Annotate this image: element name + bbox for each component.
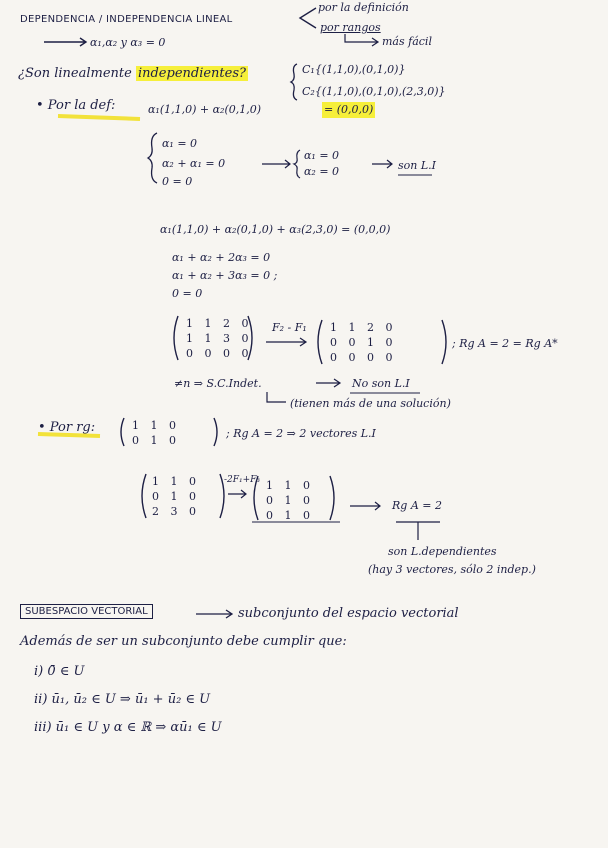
rank-matrix bbox=[132, 420, 180, 446]
page-title: DEPENDENCIA / INDEPENDENCIA LINEAL bbox=[20, 14, 233, 25]
question-text bbox=[18, 66, 248, 82]
more-solutions-text: (tienen más de una solución) bbox=[290, 397, 451, 410]
system-line-1: α₁ = 0 bbox=[162, 137, 198, 150]
system-solution-1: α₁ = 0 bbox=[304, 149, 340, 162]
dependent-text: son L.dependientes bbox=[388, 545, 497, 558]
matrix-b-row: 1 1 0 bbox=[266, 479, 314, 492]
matrix-1-row: 1 1 2 0 bbox=[186, 317, 253, 330]
set-c1: C₁{(1,1,0),(0,1,0)} bbox=[302, 63, 406, 76]
subspace-condition-1: i) 0̄ ∈ U bbox=[34, 664, 85, 679]
eq2-line-2: α₁ + α₂ + 3α₃ = 0 ; bbox=[172, 269, 278, 282]
def-result: = (0,0,0) bbox=[324, 103, 374, 116]
system-line-3: 0 = 0 bbox=[162, 175, 193, 188]
matrix-2-row: 0 0 1 0 bbox=[330, 336, 397, 349]
matrix-a bbox=[152, 476, 200, 517]
system-line-2: α₂ + α₁ = 0 bbox=[162, 157, 226, 170]
rank-result: Rg A = 2 bbox=[392, 499, 442, 512]
system-solution-2: α₂ = 0 bbox=[304, 165, 340, 178]
matrix-b-row: 0 1 0 bbox=[266, 494, 314, 507]
matrix-1 bbox=[186, 318, 252, 359]
dependent-note: (hay 3 vectores, sólo 2 indep.) bbox=[368, 563, 536, 576]
matrix-b bbox=[266, 480, 314, 521]
matrix-a-row: 2 3 0 bbox=[152, 505, 200, 518]
subspace-box: SUBESPACIO VECTORIAL bbox=[20, 604, 153, 619]
rank-text: ; Rg A = 2 ⇒ 2 vectores L.I bbox=[226, 427, 376, 440]
matrix-1-row: 1 1 3 0 bbox=[186, 332, 253, 345]
rank-row-op: -2F₁+F₃ bbox=[224, 475, 261, 485]
subspace-condition-3: iii) ū₁ ∈ U y α ∈ ℝ ⇒ αū₁ ∈ U bbox=[34, 720, 222, 735]
set-c2: C₂{(1,1,0),(0,1,0),(2,3,0)} bbox=[302, 85, 446, 98]
matrix-2-row: 0 0 0 0 bbox=[330, 351, 397, 364]
eq2-line-1: α₁ + α₂ + 2α₃ = 0 bbox=[172, 251, 271, 264]
matrix-b-row: 0 1 0 bbox=[266, 509, 314, 522]
not-li-text: No son L.I bbox=[352, 377, 410, 390]
eq2-line-3: 0 = 0 bbox=[172, 287, 203, 300]
subspace-intro: Además de ser un subconjunto debe cumplir que: bbox=[20, 634, 347, 649]
subspace-condition-2: ii) ū₁, ū₂ ∈ U ⇒ ū₁ + ū₂ ∈ U bbox=[34, 692, 211, 707]
rank-equality: ; Rg A = 2 = Rg A* bbox=[452, 337, 558, 350]
matrix-2-row: 1 1 2 0 bbox=[330, 321, 397, 334]
rank-matrix-row: 1 1 0 bbox=[132, 419, 180, 432]
def-equation: α₁(1,1,0) + α₂(0,1,0) bbox=[148, 103, 262, 116]
matrix-2 bbox=[330, 322, 396, 363]
matrix-a-row: 1 1 0 bbox=[152, 475, 200, 488]
matrix-a-row: 0 1 0 bbox=[152, 490, 200, 503]
question-prefix: ¿Son linealmente bbox=[18, 66, 132, 81]
conclusion-li: son L.I bbox=[398, 159, 436, 172]
subspace-definition: subconjunto del espacio vectorial bbox=[238, 606, 459, 621]
sci-text: ≠n ⇒ S.C.Indet. bbox=[174, 377, 262, 390]
branch-rank: por rangos bbox=[320, 21, 381, 34]
question-highlight: independientes? bbox=[137, 66, 246, 81]
equation-2: α₁(1,1,0) + α₂(0,1,0) + α₃(2,3,0) = (0,0,0) bbox=[160, 223, 391, 236]
branch-note: más fácil bbox=[382, 35, 432, 48]
row-operation: F₂ - F₁ bbox=[272, 321, 307, 334]
title-vars: α₁,α₂ y α₃ = 0 bbox=[90, 36, 166, 49]
rank-label: • Por rg: bbox=[38, 420, 96, 435]
matrix-1-row: 0 0 0 0 bbox=[186, 347, 253, 360]
branch-definition: por la definición bbox=[318, 1, 409, 14]
rank-matrix-row: 0 1 0 bbox=[132, 434, 180, 447]
def-label: • Por la def: bbox=[36, 98, 116, 113]
